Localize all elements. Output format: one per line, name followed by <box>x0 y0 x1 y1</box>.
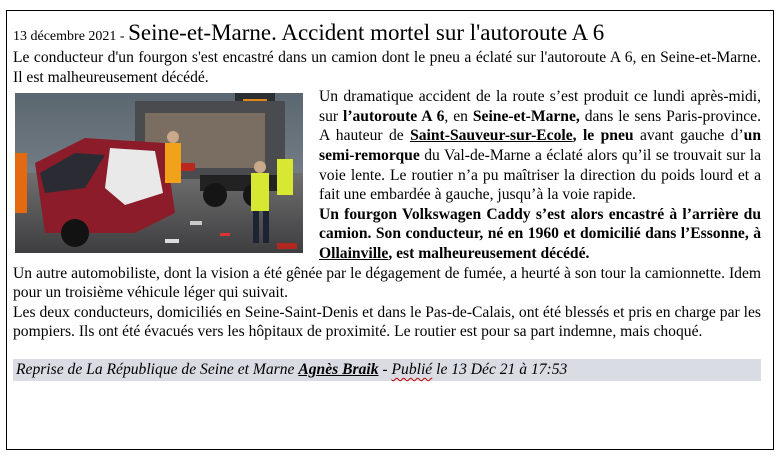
article-date: 13 décembre 2021 - <box>13 29 125 44</box>
place-link-ollainville[interactable]: Ollainville <box>319 244 389 262</box>
article-lead: Le conducteur d'un fourgon s'est encastré dans un camion dont le pneu a éclaté sur l'autoroute A 6, en Seine-et-Marne. Il est malheureusement décédé. <box>13 49 761 86</box>
place-link-saint-sauveur[interactable]: Saint-Sauveur-sur-Ecole <box>410 127 573 145</box>
paragraph-2: Un fourgon Volkswagen Caddy s’est alors encastré à l’arrière du camion. Son conducteur, né en 1960 et domicilié dans l’Essonne, à Ollainville, est malheureusement décédé. <box>319 205 761 262</box>
article-headline: Seine-et-Marne. Accident mortel sur l'autoroute A 6 <box>128 20 605 45</box>
paragraph-4: Les deux conducteurs, domiciliés en Seine-Saint-Denis et dans le Pas-de-Calais, ont été blessés et pris en charge par les pompiers. Ils ont été évacués vers les hôpitaux de proximité. Le routier est pour sa part indemne, mais choqué. <box>13 303 761 341</box>
author-link[interactable]: Agnès Braik <box>298 360 379 378</box>
accident-photo <box>15 93 303 253</box>
article-content <box>13 20 761 381</box>
paragraph-1: Un dramatique accident de la route s’est produit ce lundi après-midi, sur l’autoroute A 6, en Seine-et-Marne, dans le sens Paris-province. A hauteur de Saint-Sauveur-sur-Ecole, le pneu avant gauche d’un semi-remorque du Val-de-Marne a éclaté alors qu’il se trouvait sur la voie lente. Le routier n’a pu maîtriser la direction du poids lourd et a fait une embardée à gauche, jusqu’à la voie rapide. <box>319 88 762 204</box>
article-header <box>13 20 761 50</box>
source-footer: Reprise de La République de Seine et Marne Agnès Braik - Publié le 13 Déc 21 à 17:53 <box>13 359 761 381</box>
paragraph-3: Un autre automobiliste, dont la vision a été gênée par le dégagement de fumée, a heurté à son tour la camionnette. Idem pour un troisième véhicule léger qui suivait. <box>13 264 761 302</box>
